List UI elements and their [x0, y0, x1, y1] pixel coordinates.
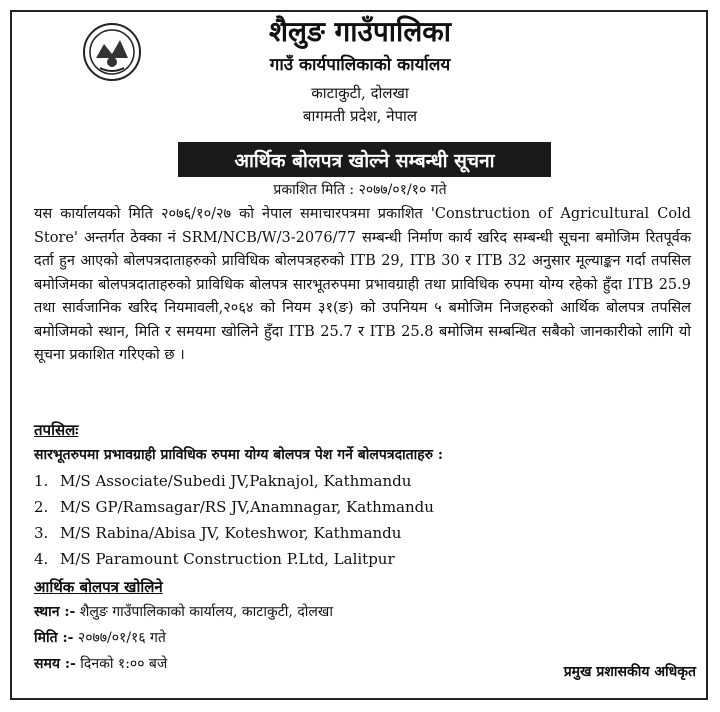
- address-line-2: बागमती प्रदेश, नेपाल: [302, 107, 418, 125]
- bidder-list: [34, 468, 434, 572]
- list-item: [34, 520, 434, 546]
- tapsil-heading: तपसिलः: [34, 421, 79, 439]
- time-label: समय :-: [34, 656, 76, 672]
- org-name: शैलुङ गाउँपालिका: [268, 15, 452, 48]
- item-number: 3.: [34, 524, 49, 542]
- bidder-name: M/S Paramount Construction P.Ltd, Lalitpur: [60, 550, 395, 568]
- list-item: [34, 546, 434, 572]
- date-value: २०७७/०१/१६ गते: [77, 630, 166, 646]
- signer-title: प्रमुख प्रशासकीय अधिकृत: [563, 664, 696, 680]
- published-date: प्रकाशित मिति : २०७७/०१/१० गते: [273, 182, 447, 198]
- place-label: स्थान :-: [34, 604, 76, 620]
- address-line-1: काटाकुटी, दोलखा: [311, 84, 409, 102]
- bidder-name: M/S Rabina/Abisa JV, Koteshwor, Kathmandu: [60, 524, 402, 542]
- item-number: 2.: [34, 498, 49, 516]
- bidders-subheading: सारभूतरुपमा प्रभावग्राही प्राविधिक रुपमा योग्य बोलपत्र पेश गर्ने बोलपत्रदाताहरु :: [34, 447, 444, 463]
- item-number: 1.: [34, 472, 49, 490]
- date-label: मिति :-: [34, 630, 74, 646]
- bidder-name: M/S Associate/Subedi JV,Paknajol, Kathmandu: [60, 472, 412, 490]
- list-item: [34, 494, 434, 520]
- notice-title: आर्थिक बोलपत्र खोल्ने सम्बन्धी सूचना: [178, 142, 551, 177]
- place-value: शैलुङ गाउँपालिकाको कार्यालय, काटाकुटी, दोलखा: [79, 604, 333, 620]
- list-item: [34, 468, 434, 494]
- notice-body: यस कार्यालयको मिति २०७६/१०/२७ को नेपाल समाचारपत्रमा प्रकाशित 'Construction of Agricultural Cold Store' अन्तर्गत ठेक्का नं SRM/NCB/W/3-2076/77 सम्बन्धी निर्माण कार्य खरिद सम्बन्धी सूचना बमोजिम रितपूर्वक दर्ता हुन आएको बोलपत्रदाताहरुको प्राविधिक बोलपत्रहरुको ITB 29, ITB 30 र ITB 32 अनुसार मूल्याङ्कन गर्दा तपसिल बमोजिमका बोलपत्रदाताहरुको प्राविधिक बोलपत्र सारभूतरुपमा प्रभावग्राही तथा प्राविधिक रुपमा योग्य रहेको हुँदा ITB 25.9 तथा सार्वजानिक खरिद नियमावली,२०६४ को नियम ३१(ङ) को उपनियम ५ बमोजिम निजहरुको आर्थिक बोलपत्र तपसिल बमोजिमको स्थान, मिति र समयमा खोलिने हुँदा ITB 25.7 र ITB 25.8 बमोजिम सम्बन्धित सबैको जानकारीको लागि यो सूचना प्रकाशित गरिएको छ ।: [34, 206, 691, 363]
- bidder-name: M/S GP/Ramsagar/RS JV,Anamnagar, Kathmandu: [60, 498, 434, 516]
- opening-heading: आर्थिक बोलपत्र खोलिने: [34, 578, 163, 596]
- opening-date: [34, 628, 166, 647]
- office-name: गाउँ कार्यपालिकाको कार्यालय: [269, 55, 451, 75]
- item-number: 4.: [34, 550, 49, 568]
- opening-time: [34, 654, 167, 673]
- opening-place: [34, 602, 333, 621]
- time-value: दिनको १:०० बजे: [80, 656, 168, 672]
